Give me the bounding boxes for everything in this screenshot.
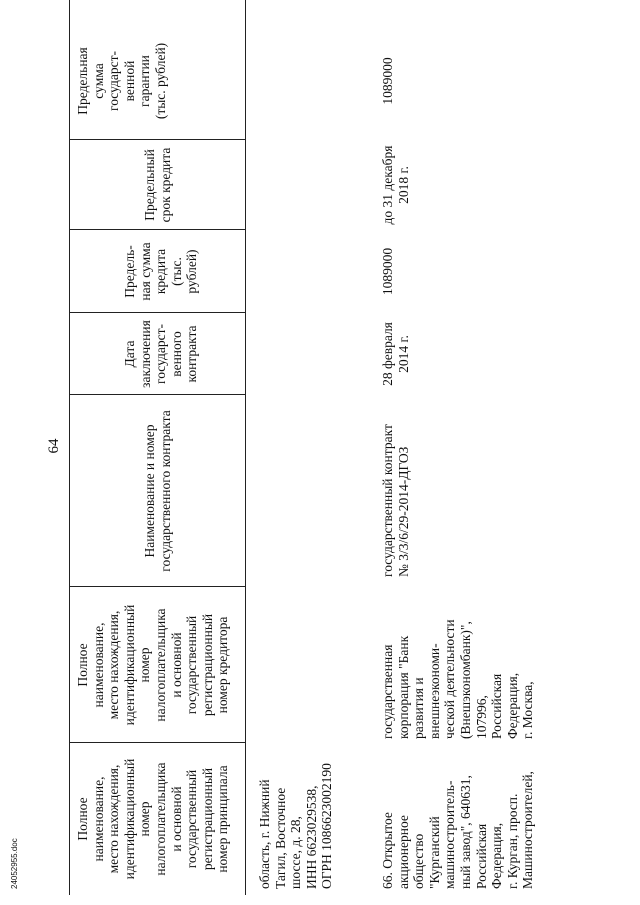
header-credit-term: Предельный срок кредита: [142, 147, 173, 223]
row-66-creditor: государственная корпорация "Банк развития и внешнеэкономи- ческой деятельности (Внешэкономбанк)", 107996, Российская Федерация, г. Москва,: [380, 619, 536, 739]
header-contract-date: Дата заключения государст- венного контракта: [122, 320, 200, 388]
row-66-contract-date: 28 февраля 2014 г.: [380, 322, 411, 386]
page-number: 64: [46, 438, 62, 454]
row-66-credit-term: до 31 декабря 2018 г.: [380, 145, 411, 225]
row-66-principal: 66. Открытое акционерное общество "Курганский машиностроитель- ный завод", 640631, Российская Федерация, г. Курган, просп. Машиностроителей,: [380, 771, 536, 889]
row-66-contract-name: государственный контракт № 3/3/6/29-2014-ДГОЗ: [380, 424, 411, 577]
row-66-credit-sum: 1089000: [380, 247, 395, 296]
footer-filename: 24052955.doc: [10, 838, 19, 889]
row-66-guarantee-sum: 1089000: [380, 57, 395, 105]
carryover-text: область, г. Нижний Тагил, Восточное шоссе, д. 28, ИНН 6623029538, ОГРН 1086623002190: [257, 763, 335, 889]
header-guarantee-sum: Предельная сумма государст- венной гарантии (тыс. рублей): [75, 42, 168, 120]
header-creditor: Полное наименование, место нахождения, идентификационный номер налогоплательщика и основной государственный регистрационный номер кредитора: [75, 604, 231, 726]
header-contract-name: Наименование и номер государственного контракта: [142, 410, 173, 572]
header-principal: Полное наименование, место нахождения, идентификационный номер налогоплательщика и основной государственный регистрационный номер принципала: [75, 758, 231, 880]
header-bottom-border: [245, 0, 246, 895]
header-credit-sum: Предель- ная сумма кредита (тыс. рублей): [122, 242, 200, 301]
table-top-border: [69, 0, 70, 895]
